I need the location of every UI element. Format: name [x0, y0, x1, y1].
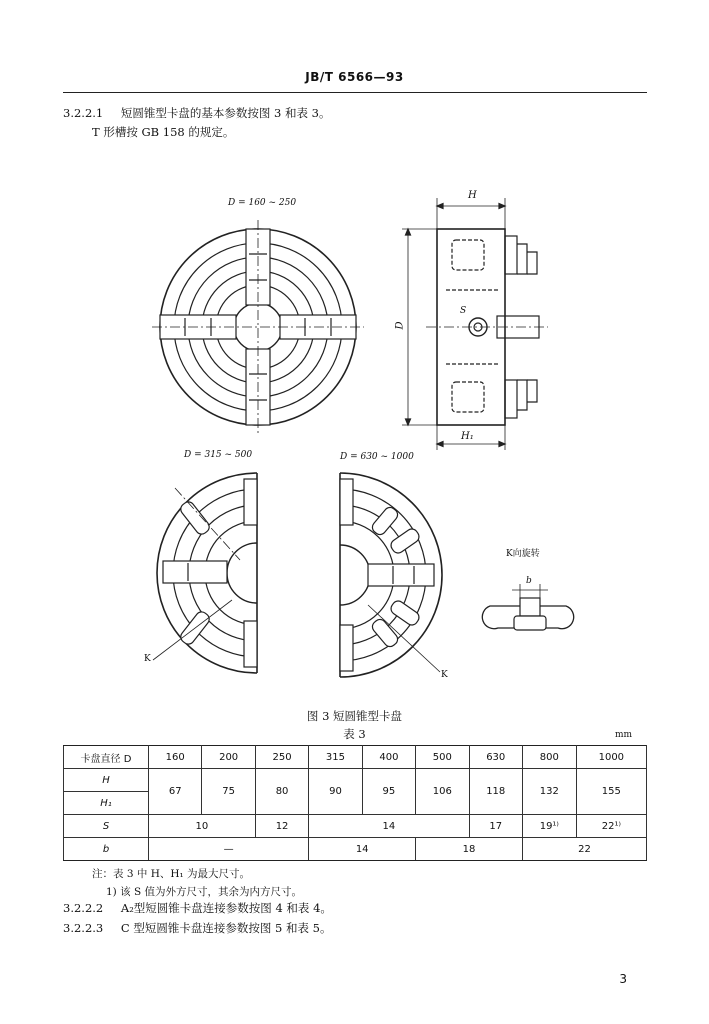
chuck-half-view-left [153, 473, 257, 673]
page-number: 3 [619, 972, 627, 986]
label-d-medium: D = 315 ~ 500 [184, 450, 253, 460]
figure-caption: 图 3 短圆锥型卡盘 [306, 709, 403, 723]
table-cell: 22 [522, 838, 646, 861]
section-number: 3.2.2.3 [63, 921, 104, 935]
section-text: C 型短圆锥卡盘连接参数按图 5 和表 5。 [120, 921, 332, 935]
table-row-S [64, 815, 647, 838]
table-cell: 630 [469, 746, 522, 769]
table-row-b [64, 838, 647, 861]
table-cell: 12 [255, 815, 308, 838]
table-cell: 17 [469, 815, 522, 838]
document-code: JB/T 6566—93 [305, 70, 404, 84]
label-S: S [460, 306, 467, 316]
table-cell: 67 [149, 769, 202, 815]
table-cell: 132 [522, 769, 576, 815]
table-cell: 18 [416, 838, 523, 861]
row-header-H1: H₁ [64, 792, 149, 815]
note-1: 注：表 3 中 H、H₁ 为最大尺寸。 [92, 868, 251, 880]
table-cell: 75 [202, 769, 255, 815]
table-cell: 200 [202, 746, 255, 769]
label-H1: H₁ [461, 431, 474, 442]
table-cell: — [149, 838, 309, 861]
table-cell: 10 [149, 815, 256, 838]
chuck-half-view-right [340, 473, 442, 677]
note-2: 1) 该 S 值为外方尺寸，其余为内方尺寸。 [106, 886, 302, 898]
table-cell: 14 [309, 815, 469, 838]
table-row-H [64, 769, 647, 792]
label-K-right: K [441, 670, 448, 680]
table-unit: mm [615, 730, 633, 740]
table-cell: 160 [149, 746, 202, 769]
row-header-H: H [64, 769, 149, 792]
table-cell: 80 [255, 769, 308, 815]
table-cell: 400 [362, 746, 415, 769]
chuck-front-view-small [152, 220, 364, 434]
table-cell: 315 [309, 746, 362, 769]
k-view-detail [482, 584, 573, 630]
label-H: H [468, 190, 477, 201]
section-text: 短圆锥型卡盘的基本参数按图 3 和表 3。 [120, 106, 331, 120]
row-header-diameter: 卡盘直径 D [64, 746, 149, 769]
k-rotate-label: K向旋转 [506, 549, 540, 559]
tslot-text: T 形槽按 GB 158 的规定。 [92, 125, 235, 139]
label-D: D [394, 321, 406, 330]
table-cell: 118 [469, 769, 522, 815]
table-cell: 1000 [576, 746, 646, 769]
table-3 [63, 745, 647, 861]
section-number: 3.2.2.1 [63, 106, 104, 120]
table-cell: 800 [522, 746, 576, 769]
table-row-diameter [64, 746, 647, 769]
table-cell: 22¹⁾ [576, 815, 646, 838]
section-3-2-2-3 [63, 921, 331, 936]
row-header-b: b [64, 838, 149, 861]
row-header-S: S [64, 815, 149, 838]
table-cell: 155 [576, 769, 646, 815]
label-K-left: K [144, 654, 151, 664]
section-number: 3.2.2.2 [63, 901, 104, 915]
label-b: b [526, 576, 532, 586]
table-cell: 500 [416, 746, 469, 769]
section-text: A₂型短圆锥卡盘连接参数按图 4 和表 4。 [120, 901, 332, 915]
table-cell: 90 [309, 769, 362, 815]
table-cell: 14 [309, 838, 416, 861]
chuck-side-view [402, 198, 548, 450]
section-3-2-2-2 [63, 901, 332, 916]
table-cell: 106 [416, 769, 469, 815]
table-cell: 19¹⁾ [522, 815, 576, 838]
label-d-large: D = 630 ~ 1000 [340, 452, 414, 462]
table-cell: 95 [362, 769, 415, 815]
label-d-small: D = 160 ~ 250 [228, 198, 297, 208]
table-title: 表 3 [343, 727, 366, 741]
table-cell: 250 [255, 746, 308, 769]
